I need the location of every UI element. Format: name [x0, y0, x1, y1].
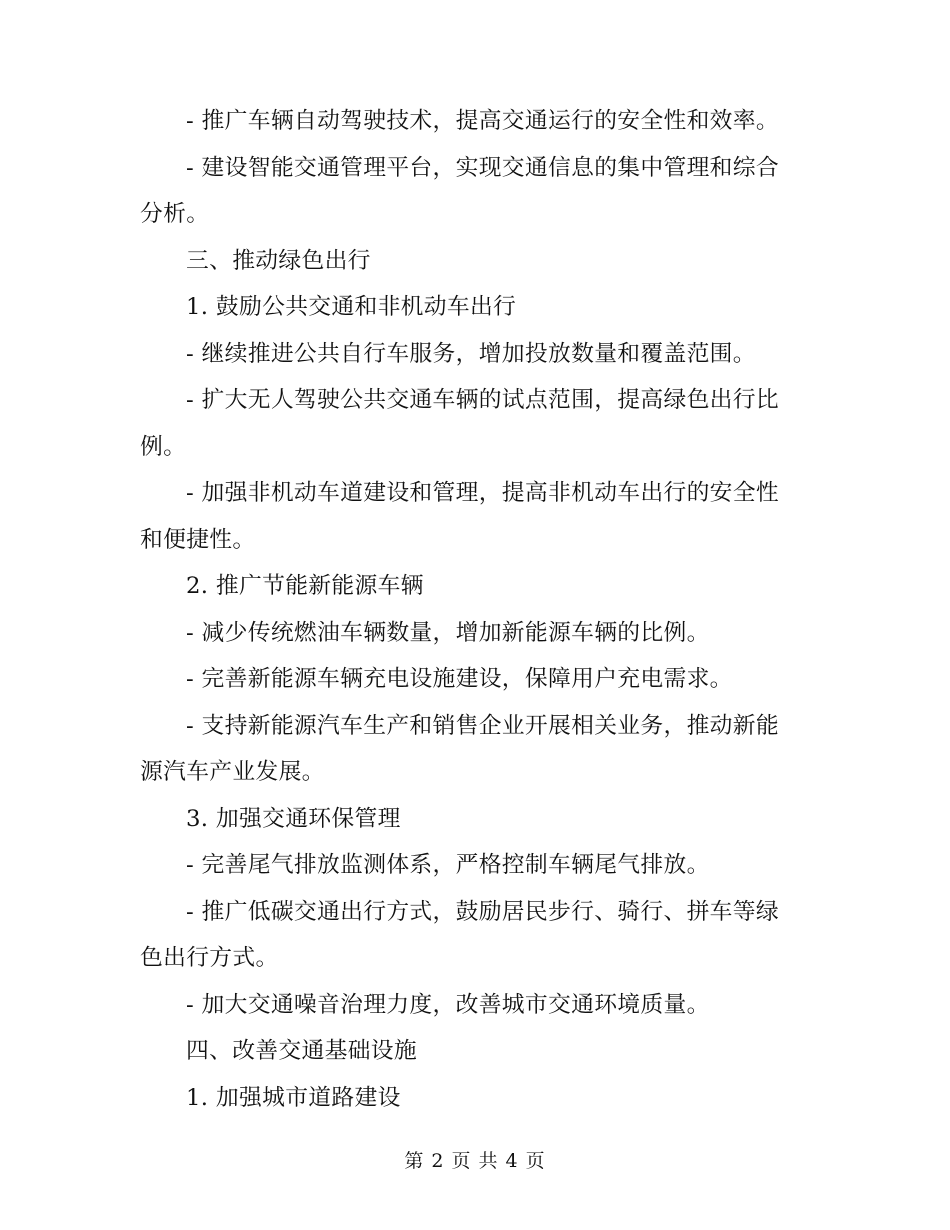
paragraph-bullet: - 加强非机动车道建设和管理，提高非机动车出行的安全性和便捷性。 — [140, 480, 779, 553]
subsection-heading: 1. 鼓励公共交通和非机动车出行 — [186, 294, 517, 320]
paragraph-bullet: - 建设智能交通管理平台，实现交通信息的集中管理和综合分析。 — [140, 154, 779, 227]
subsection-heading: 1. 加强城市道路建设 — [186, 1084, 401, 1111]
paragraph-bullet: - 推广车辆自动驾驶技术，提高交通运行的安全性和效率。 — [186, 108, 779, 134]
subsection-heading: 3. 加强交通环保管理 — [186, 805, 401, 832]
paragraph-bullet: - 继续推进公共自行车服务，增加投放数量和覆盖范围。 — [186, 340, 756, 367]
paragraph-bullet: - 加大交通噪音治理力度，改善城市交通环境质量。 — [186, 991, 710, 1018]
paragraph-bullet: - 完善尾气排放监测体系，严格控制车辆尾气排放。 — [186, 852, 710, 878]
paragraph-bullet: - 支持新能源汽车生产和销售企业开展相关业务，推动新能源汽车产业发展。 — [140, 712, 779, 785]
paragraph-bullet: - 完善新能源车辆充电设施建设，保障用户充电需求。 — [186, 666, 733, 692]
paragraph-bullet: - 推广低碳交通出行方式，鼓励居民步行、骑行、拼车等绿色出行方式。 — [140, 898, 779, 971]
section-heading: 三、推动绿色出行 — [186, 247, 371, 274]
subsection-heading: 2. 推广节能新能源车辆 — [186, 573, 424, 599]
page-number-footer: 第 2 页 共 4 页 — [404, 1150, 546, 1172]
section-heading: 四、改善交通基础设施 — [186, 1038, 417, 1064]
paragraph-bullet: - 扩大无人驾驶公共交通车辆的试点范围，提高绿色出行比例。 — [140, 387, 779, 460]
paragraph-bullet: - 减少传统燃油车辆数量，增加新能源车辆的比例。 — [186, 619, 710, 646]
document-body — [140, 98, 800, 1121]
